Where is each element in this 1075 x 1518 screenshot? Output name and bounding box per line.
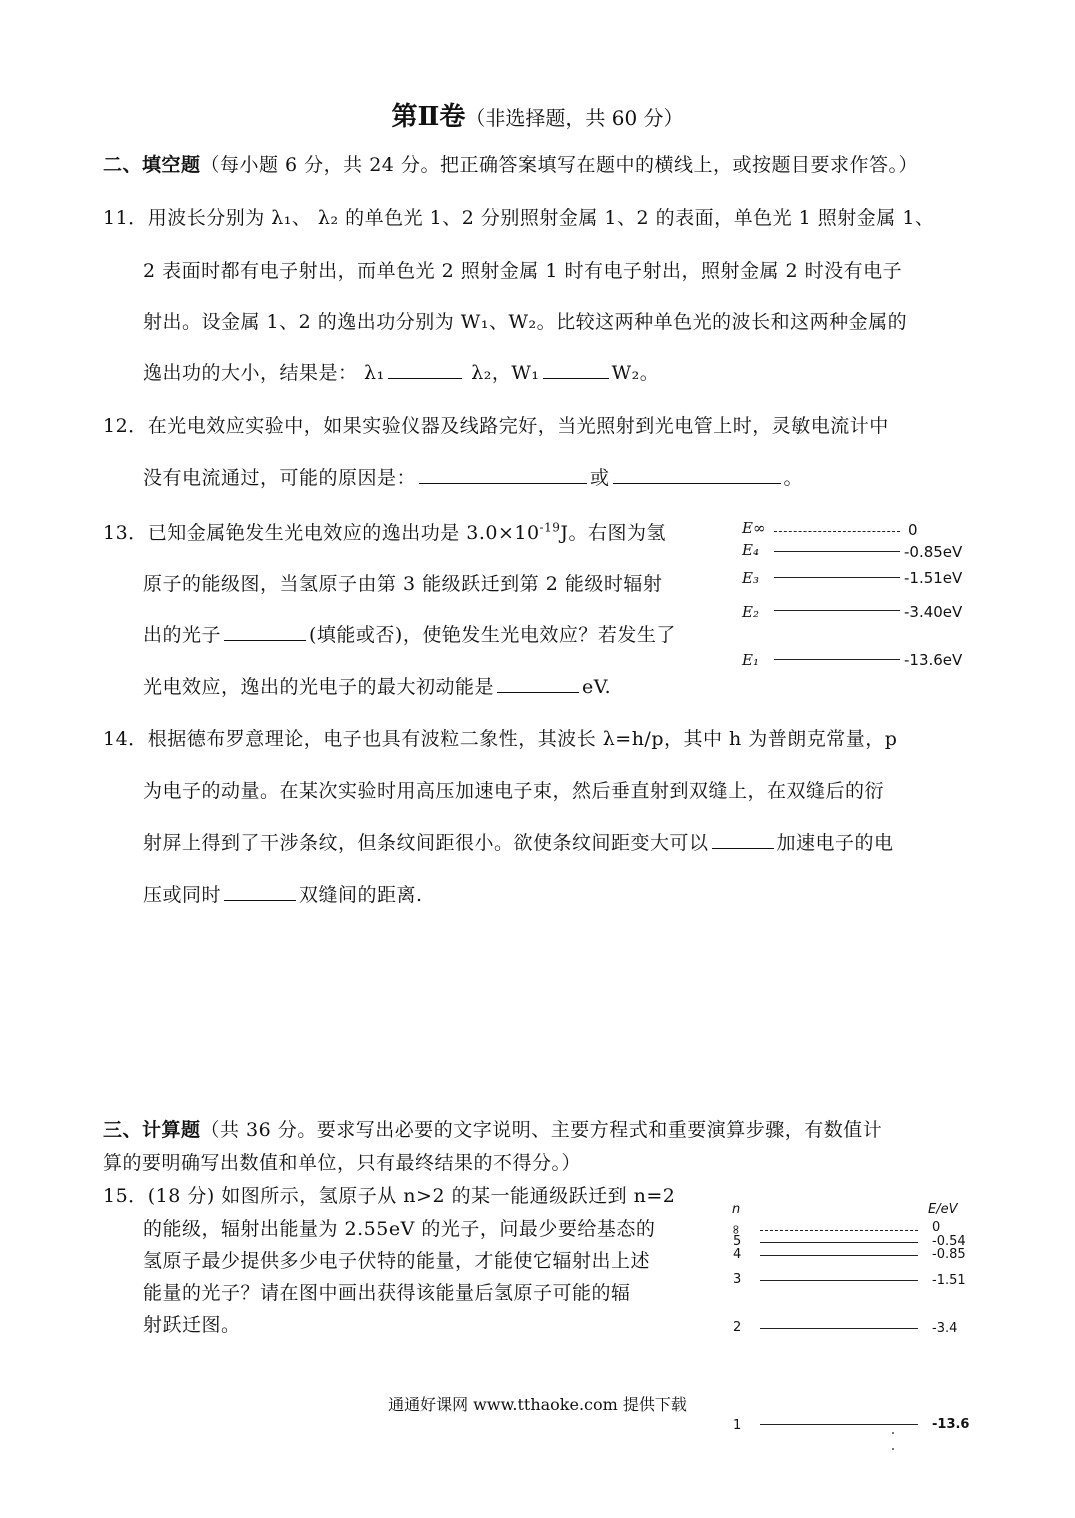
q11-text4a: 逸出功的大小，结果是： λ₁ [143,362,385,384]
q11-blank1[interactable] [388,360,462,379]
q14-line1 [103,724,897,751]
q14-number: 14． [103,728,148,750]
q13-text4a: 光电效应，逸出的光电子的最大初动能是 [143,676,495,698]
q12-line2 [143,463,803,490]
d2-value-3: -1.51 [932,1273,966,1288]
section3-line2: 算的要明确写出数值和单位，只有最终结果的不得分。） [103,1152,582,1174]
d2-level-3 [760,1280,918,1281]
q12-text2c: 。 [783,467,804,489]
section2-heading [103,150,918,177]
d2-value-inf: 0 [932,1220,941,1235]
q12-blank2[interactable] [613,465,781,484]
q13-line2: 原子的能级图，当氢原子由第 3 能级跃迁到第 2 能级时辐射 [143,573,663,595]
section3-line1 [103,1115,882,1142]
d1-label-3: E₃ [742,569,759,587]
q12-text2b: 或 [590,467,610,489]
q12-blank1[interactable] [419,465,587,484]
d1-label-4: E₄ [742,541,759,559]
d2-level-4 [760,1255,918,1256]
q14-text4a: 压或同时 [143,884,222,906]
scan-speck [892,1432,894,1434]
q13-blank1[interactable] [224,622,306,641]
q14-line4 [143,880,423,907]
section3-text1: （共 36 分。要求写出必要的文字说明、主要方程式和重要演算步骤，有数值计 [200,1119,883,1141]
d2-value-4: -0.85 [932,1247,966,1262]
d2-level-inf [760,1230,918,1231]
d2-n-inf: ∞ [727,1224,743,1235]
section2-title: 二、填空题 [103,154,201,176]
d1-value-2: -3.40eV [904,603,963,621]
q11-text4c: W₂。 [611,362,660,384]
d2-value-1: -13.6 [932,1417,970,1432]
q14-line3 [143,828,894,855]
q13-blank2[interactable] [497,674,579,693]
q12-line1 [103,411,889,438]
section3-title: 三、计算题 [103,1119,201,1141]
d1-value-3: -1.51eV [904,569,963,587]
q12-text1: 在光电效应实验中，如果实验仪器及线路完好，当光照射到光电管上时，灵敏电流计中 [147,415,889,437]
d2-n-3: 3 [733,1272,742,1287]
q11-line3: 射出。设金属 1、2 的逸出功分别为 W₁、W₂。比较这两种单色光的波长和这两种金属的 [143,311,908,333]
d2-e-header: E/eV [928,1202,958,1217]
d1-label-2: E₂ [742,603,759,621]
d1-level-4 [774,551,900,552]
q14-text3b: 加速电子的电 [776,832,894,854]
d2-n-5: 5 [733,1234,742,1249]
d1-level-inf [774,531,900,532]
d1-label-1: E₁ [742,651,759,669]
q15-text1: (18 分) 如图所示，氢原子从 n>2 的某一能通级跃迁到 n=2 [147,1185,676,1207]
q12-number: 12． [103,415,148,437]
q15-line5: 射跃迁图。 [143,1314,241,1336]
q11-text1: 用波长分别为 λ₁、 λ₂ 的单色光 1、2 分别照射金属 1、2 的表面，单色光 1 照射金属 1、 [147,207,935,229]
q15-number: 15． [103,1185,148,1207]
d1-level-2 [774,610,900,611]
section2-instructions: （每小题 6 分，共 24 分。把正确答案填写在题中的横线上，或按题目要求作答。） [200,154,918,176]
q11-blank2[interactable] [543,360,609,379]
q13-text3a: 出的光子 [143,624,222,646]
q11-line4 [143,358,659,385]
q14-line2: 为电子的动量。在某次实验时用高压加速电子束，然后垂直射到双缝上，在双缝后的衍 [143,780,885,802]
d1-value-4: -0.85eV [904,543,963,561]
title-main: 第Ⅱ卷 [391,102,466,132]
d1-level-3 [774,577,900,578]
d1-label-inf: E∞ [742,519,766,537]
energy-diagram-1 [738,515,978,685]
q15-line2: 的能级，辐射出能量为 2.55eV 的光子，问最少要给基态的 [143,1218,656,1240]
q11-text4b: λ₂，W₁ [464,362,540,384]
q14-blank2[interactable] [224,882,296,901]
d2-level-1 [760,1424,918,1425]
d1-value-1: -13.6eV [904,651,963,669]
q13-text1a: 已知金属铯发生光电效应的逸出功是 3.0×10 [147,522,540,544]
q13-line3 [143,620,676,647]
q11-number: 11． [103,207,148,229]
q15-line4: 能量的光子？请在图中画出获得该能量后氢原子可能的辐 [143,1282,631,1304]
footer-download-note: 通通好课网 www.tthaoke.com 提供下载 [388,1395,687,1414]
q13-text1b: J。右图为氢 [560,522,666,544]
q11-line1 [103,203,934,230]
d2-value-5: -0.54 [932,1234,966,1249]
d2-n-4: 4 [733,1247,742,1262]
q13-line4 [143,672,611,699]
q14-text1: 根据德布罗意理论，电子也具有波粒二象性，其波长 λ=h/p，其中 h 为普朗克常量，p [147,728,898,750]
d2-n-2: 2 [733,1320,742,1335]
q14-text3a: 射屏上得到了干涉条纹，但条纹间距很小。欲使条纹间距变大可以 [143,832,709,854]
q14-text4b: 双缝间的距离. [299,884,423,906]
d2-n-1: 1 [733,1418,742,1433]
q15-line3: 氢原子最少提供多少电子伏特的能量，才能使它辐射出上述 [143,1250,651,1272]
d2-level-5 [760,1242,918,1243]
page-title [0,96,1075,133]
d2-value-2: -3.4 [932,1321,958,1336]
q13-text3b: (填能或否)，使铯发生光电效应？若发生了 [309,624,676,646]
d1-value-inf: 0 [908,521,918,539]
d2-level-2 [760,1328,918,1329]
q14-blank1[interactable] [712,830,774,849]
title-sub: （非选择题，共 60 分） [465,106,684,130]
q11-line2: 2 表面时都有电子射出，而单色光 2 照射金属 1 时有电子射出，照射金属 2 时没有电子 [143,260,903,282]
q15-line1 [103,1181,675,1208]
q13-text4b: eV. [582,676,612,698]
scan-speck [892,1448,894,1450]
q13-number: 13． [103,522,148,544]
d1-level-1 [774,659,900,660]
q12-text2a: 没有电流通过，可能的原因是： [143,467,417,489]
d2-n-header: n [732,1202,741,1217]
q13-exponent: -19 [539,520,561,535]
q13-line1 [103,518,666,545]
